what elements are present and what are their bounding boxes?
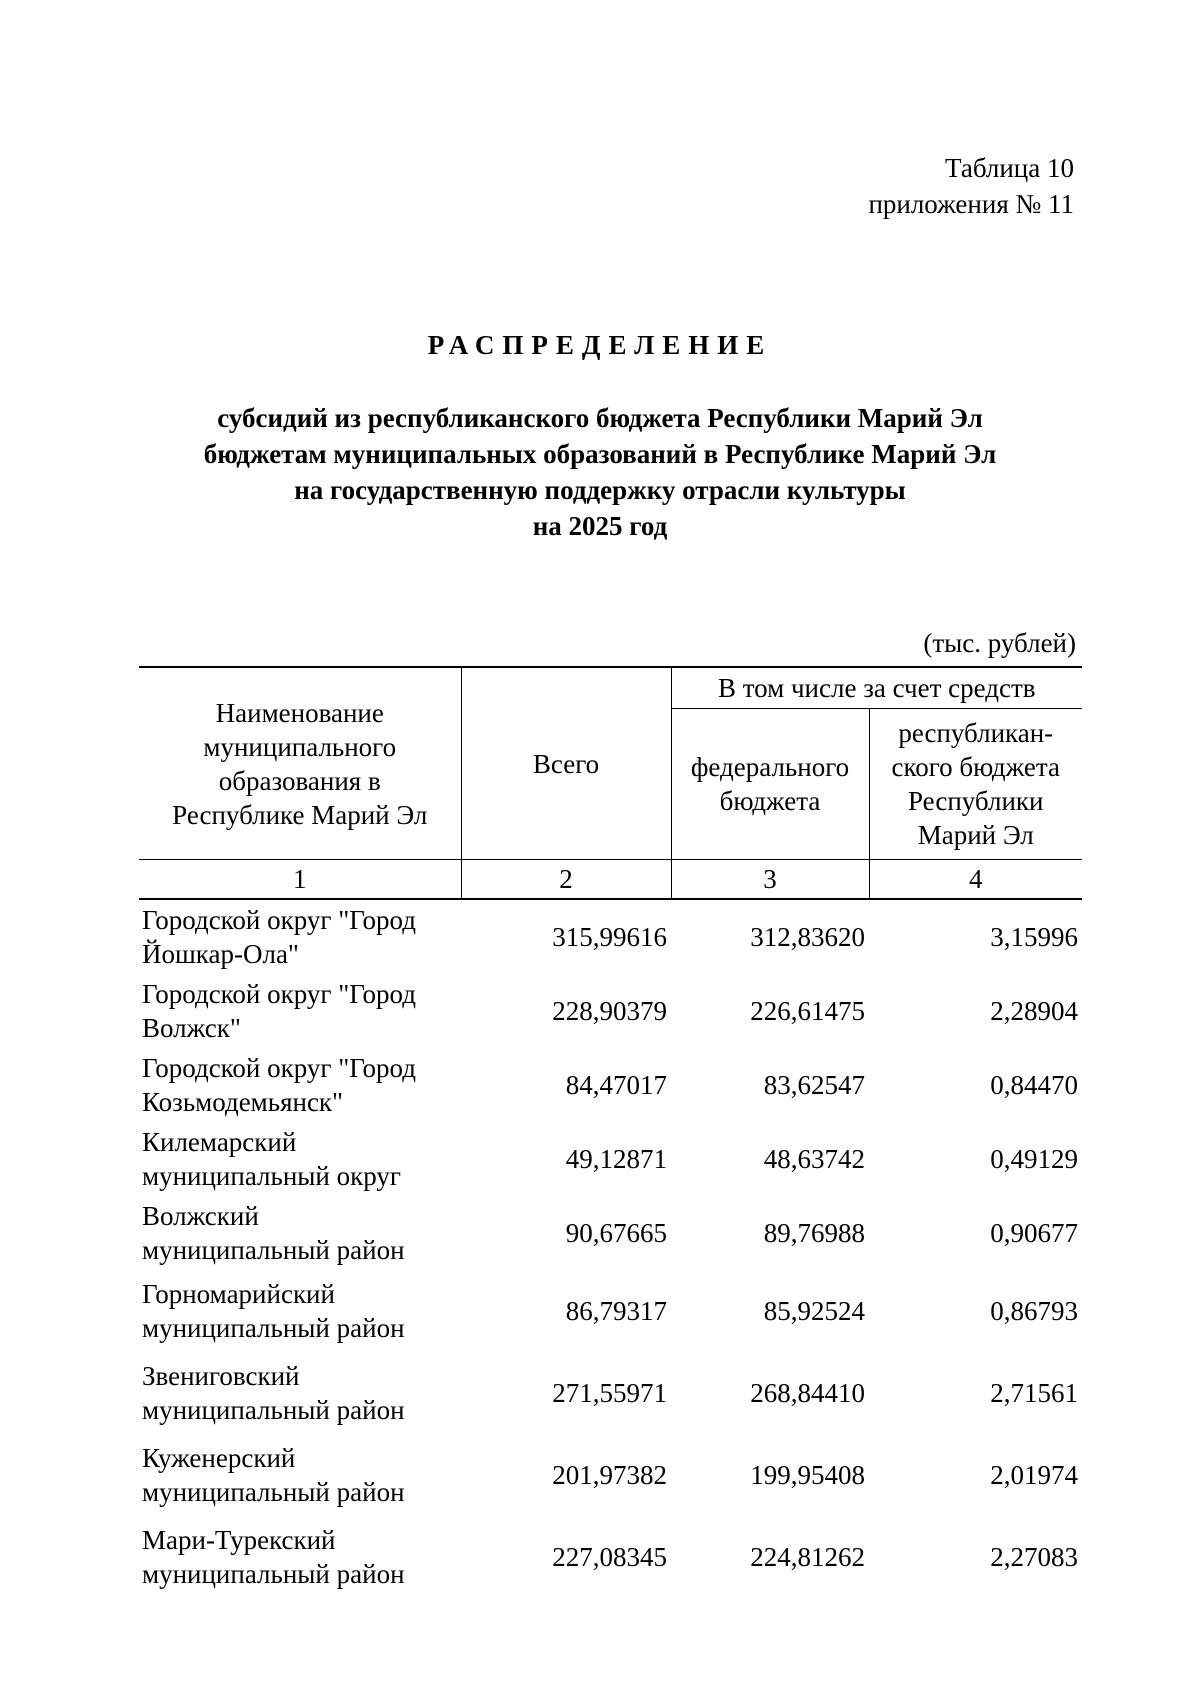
table-row	[139, 1270, 1082, 1352]
republic-value: 0,86793	[990, 1296, 1078, 1326]
header-republic-line: ского бюджета	[891, 752, 1061, 782]
header-federal-line: бюджета	[719, 786, 821, 816]
column-number: 3	[671, 860, 869, 900]
municipality-name	[139, 1270, 461, 1352]
header-name-line: Наименование	[215, 697, 384, 728]
federal-value: 85,92524	[763, 1296, 865, 1326]
header-total: Всего	[461, 667, 671, 860]
municipality-name-line: муниципальный район	[142, 1559, 405, 1589]
units-label: (тыс. рублей)	[923, 628, 1076, 658]
table-row	[139, 1122, 1082, 1196]
subtitle-line: на 2025 год	[532, 511, 668, 541]
appendix-number: приложения № 11	[868, 189, 1074, 219]
municipality-name-line: Козьмодемьянск"	[142, 1087, 344, 1117]
municipality-name	[139, 1196, 461, 1270]
republic-value: 2,71561	[990, 1378, 1078, 1408]
municipality-name	[139, 1352, 461, 1434]
document-heading: РАСПРЕДЕЛЕНИЕ	[427, 330, 773, 360]
municipality-name	[139, 1048, 461, 1122]
table-row	[139, 1434, 1082, 1516]
header-republic	[869, 709, 1082, 860]
municipality-name	[139, 974, 461, 1048]
table-header	[139, 667, 1082, 899]
header-including: В том числе за счет средств	[671, 667, 1082, 709]
subtitle-line: на государственную поддержку отрасли культуры	[294, 475, 906, 505]
municipality-name-line: Волжский	[142, 1201, 259, 1231]
municipality-name-line: муниципальный район	[142, 1313, 405, 1343]
federal-value: 83,62547	[763, 1070, 865, 1100]
column-number: 1	[139, 860, 461, 900]
total-value: 228,90379	[552, 996, 667, 1026]
subsidy-table-container	[139, 666, 1082, 1598]
republic-value: 3,15996	[990, 922, 1078, 952]
table-row	[139, 1516, 1082, 1598]
municipality-name-line: муниципальный округ	[142, 1161, 401, 1191]
column-number: 4	[869, 860, 1082, 900]
subtitle-line: бюджетам муниципальных образований в Республике Марий Эл	[203, 439, 997, 469]
table-row	[139, 899, 1082, 974]
header-federal-line: федерального	[690, 752, 850, 782]
table-reference	[868, 150, 1074, 222]
table-row	[139, 1048, 1082, 1122]
subtitle-line: субсидий из республиканского бюджета Республики Марий Эл	[217, 403, 983, 433]
municipality-name	[139, 1516, 461, 1598]
federal-value: 224,81262	[750, 1542, 865, 1572]
total-value: 84,47017	[565, 1070, 667, 1100]
municipality-name	[139, 1122, 461, 1196]
republic-value: 2,01974	[990, 1460, 1078, 1490]
total-value: 227,08345	[552, 1542, 667, 1572]
municipality-name-line: Горномарийский	[142, 1279, 335, 1309]
municipality-name-line: Волжск"	[142, 1013, 241, 1043]
municipality-name-line: муниципальный район	[142, 1395, 405, 1425]
municipality-name-line: Городской округ "Город	[142, 1053, 416, 1083]
republic-value: 0,84470	[990, 1070, 1078, 1100]
table-body	[139, 899, 1082, 1598]
federal-value: 199,95408	[750, 1460, 865, 1490]
federal-value: 226,61475	[750, 996, 865, 1026]
municipality-name-line: муниципальный район	[142, 1235, 405, 1265]
municipality-name-line: Куженерский	[142, 1443, 296, 1473]
republic-value: 2,27083	[990, 1542, 1078, 1572]
republic-value: 0,90677	[990, 1218, 1078, 1248]
header-republic-line: республикан-	[898, 718, 1054, 748]
municipality-name-line: Звениговский	[142, 1361, 300, 1391]
table-row	[139, 974, 1082, 1048]
header-name-line: образования в	[218, 765, 381, 796]
column-number: 2	[461, 860, 671, 900]
federal-value: 48,63742	[763, 1144, 865, 1174]
municipality-name-line: муниципальный район	[142, 1477, 405, 1507]
republic-value: 2,28904	[990, 996, 1078, 1026]
federal-value: 268,84410	[750, 1378, 865, 1408]
table-number: Таблица 10	[945, 153, 1074, 183]
total-value: 49,12871	[565, 1144, 667, 1174]
subsidy-table	[139, 666, 1082, 1598]
table-row	[139, 1352, 1082, 1434]
federal-value: 312,83620	[750, 922, 865, 952]
total-value: 90,67665	[565, 1218, 667, 1248]
municipality-name-line: Мари-Турекский	[142, 1525, 336, 1555]
total-value: 315,99616	[552, 922, 667, 952]
header-name	[139, 667, 461, 860]
header-federal	[671, 709, 869, 860]
municipality-name-line: Йошкар-Ола"	[142, 939, 299, 969]
header-republic-line: Республики	[908, 786, 1044, 816]
municipality-name-line: Городской округ "Город	[142, 979, 416, 1009]
total-value: 271,55971	[552, 1378, 667, 1408]
municipality-name-line: Килемарский	[142, 1127, 297, 1157]
header-republic-line: Марий Эл	[917, 820, 1034, 850]
republic-value: 0,49129	[990, 1144, 1078, 1174]
total-value: 86,79317	[565, 1296, 667, 1326]
table-row	[139, 1196, 1082, 1270]
municipality-name	[139, 899, 461, 974]
total-value: 201,97382	[552, 1460, 667, 1490]
municipality-name-line: Городской округ "Город	[142, 905, 416, 935]
municipality-name	[139, 1434, 461, 1516]
federal-value: 89,76988	[763, 1218, 865, 1248]
header-name-line: Республике Марий Эл	[172, 799, 428, 830]
header-name-line: муниципального	[203, 731, 397, 762]
document-subtitle	[140, 400, 1060, 544]
